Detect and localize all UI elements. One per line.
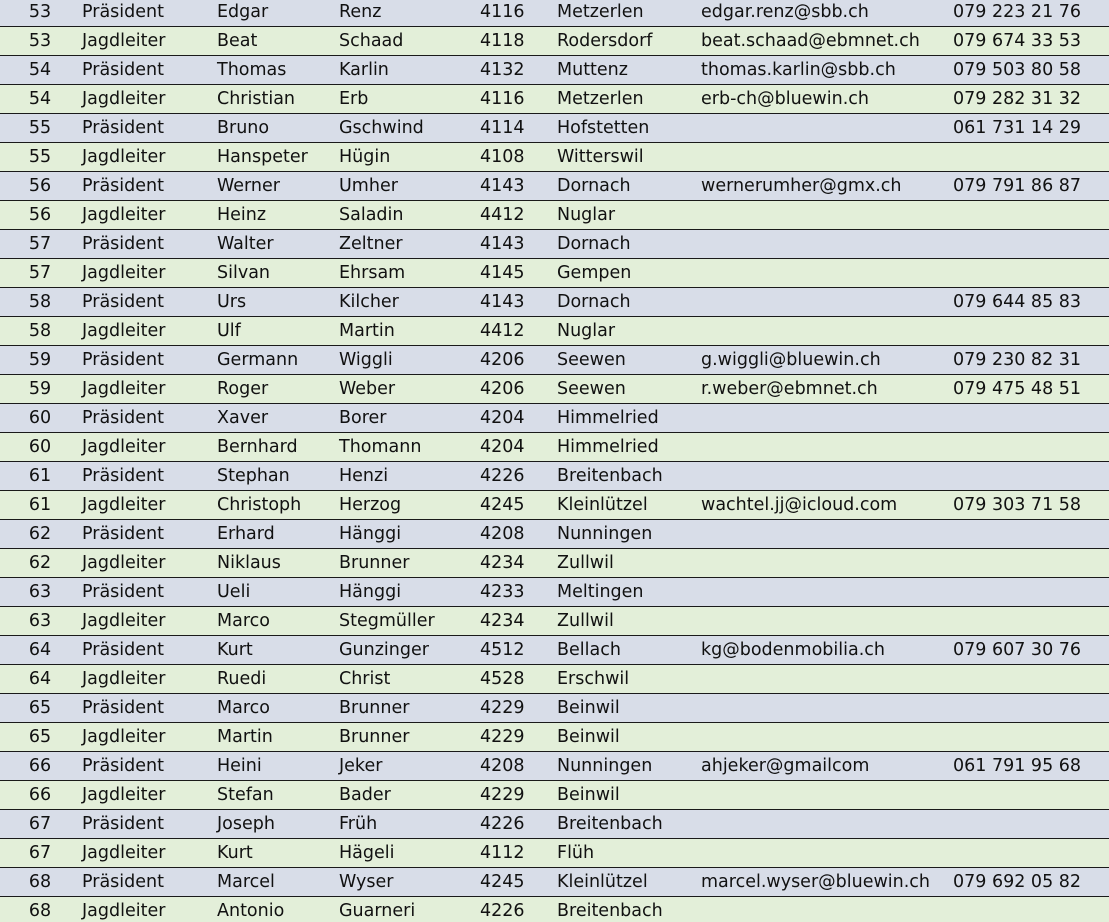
cell-phone[interactable]: 079 223 21 76 <box>953 2 1082 22</box>
cell-phone[interactable]: 061 731 14 29 <box>953 118 1082 138</box>
cell-first-name[interactable]: Kurt <box>217 843 253 863</box>
cell-first-name[interactable]: Roger <box>217 379 269 399</box>
cell-role[interactable]: Präsident <box>82 2 164 22</box>
cell-first-name[interactable]: Stephan <box>217 466 290 486</box>
cell-city[interactable]: Dornach <box>557 176 631 196</box>
table-row[interactable] <box>0 375 1109 404</box>
cell-last-name[interactable]: Herzog <box>339 495 402 515</box>
cell-last-name[interactable]: Kilcher <box>339 292 399 312</box>
cell-city[interactable]: Erschwil <box>557 669 630 689</box>
cell-city[interactable]: Beinwil <box>557 698 620 718</box>
cell-first-name[interactable]: Thomas <box>217 60 287 80</box>
cell-role[interactable]: Präsident <box>82 60 164 80</box>
cell-role[interactable]: Präsident <box>82 350 164 370</box>
cell-last-name[interactable]: Ehrsam <box>339 263 406 283</box>
cell-city[interactable]: Metzerlen <box>557 89 644 109</box>
cell-role[interactable]: Jagdleiter <box>82 553 166 573</box>
cell-last-name[interactable]: Schaad <box>339 31 404 51</box>
cell-role[interactable]: Präsident <box>82 814 164 834</box>
cell-role[interactable]: Präsident <box>82 640 164 660</box>
cell-last-name[interactable]: Stegmüller <box>339 611 435 631</box>
cell-last-name[interactable]: Renz <box>339 2 382 22</box>
table-row[interactable] <box>0 781 1109 810</box>
cell-postal-code[interactable]: 4116 <box>480 89 525 109</box>
table-row[interactable] <box>0 752 1109 781</box>
cell-number[interactable]: 61 <box>28 495 52 515</box>
table-row[interactable] <box>0 404 1109 433</box>
cell-city[interactable]: Nunningen <box>557 524 653 544</box>
cell-city[interactable]: Dornach <box>557 292 631 312</box>
cell-phone[interactable]: 079 230 82 31 <box>953 350 1082 370</box>
cell-number[interactable]: 60 <box>28 437 52 457</box>
cell-number[interactable]: 62 <box>28 553 52 573</box>
table-row[interactable] <box>0 839 1109 868</box>
table-row[interactable] <box>0 462 1109 491</box>
cell-last-name[interactable]: Martin <box>339 321 395 341</box>
cell-role[interactable]: Jagdleiter <box>82 321 166 341</box>
cell-postal-code[interactable]: 4143 <box>480 234 525 254</box>
cell-role[interactable]: Präsident <box>82 698 164 718</box>
cell-first-name[interactable]: Christoph <box>217 495 302 515</box>
cell-first-name[interactable]: Silvan <box>217 263 271 283</box>
table-row[interactable] <box>0 143 1109 172</box>
table-row[interactable] <box>0 230 1109 259</box>
cell-number[interactable]: 57 <box>28 263 52 283</box>
cell-last-name[interactable]: Saladin <box>339 205 404 225</box>
cell-city[interactable]: Zullwil <box>557 611 614 631</box>
cell-number[interactable]: 63 <box>28 582 52 602</box>
cell-email[interactable]: wachtel.jj@icloud.com <box>701 495 898 515</box>
cell-postal-code[interactable]: 4108 <box>480 147 525 167</box>
cell-first-name[interactable]: Hanspeter <box>217 147 308 167</box>
cell-email[interactable]: r.weber@ebmnet.ch <box>701 379 878 399</box>
cell-postal-code[interactable]: 4143 <box>480 292 525 312</box>
cell-postal-code[interactable]: 4528 <box>480 669 525 689</box>
cell-number[interactable]: 65 <box>28 727 52 747</box>
cell-role[interactable]: Jagdleiter <box>82 31 166 51</box>
cell-first-name[interactable]: Walter <box>217 234 274 254</box>
cell-first-name[interactable]: Marco <box>217 698 270 718</box>
cell-last-name[interactable]: Guarneri <box>339 901 416 921</box>
cell-last-name[interactable]: Borer <box>339 408 387 428</box>
cell-last-name[interactable]: Brunner <box>339 553 410 573</box>
cell-number[interactable]: 56 <box>28 205 52 225</box>
table-row[interactable] <box>0 636 1109 665</box>
cell-last-name[interactable]: Zeltner <box>339 234 403 254</box>
cell-number[interactable]: 63 <box>28 611 52 631</box>
cell-role[interactable]: Präsident <box>82 582 164 602</box>
cell-number[interactable]: 67 <box>28 814 52 834</box>
table-row[interactable] <box>0 520 1109 549</box>
table-row[interactable] <box>0 723 1109 752</box>
cell-last-name[interactable]: Hägeli <box>339 843 395 863</box>
cell-postal-code[interactable]: 4229 <box>480 785 525 805</box>
cell-city[interactable]: Nunningen <box>557 756 653 776</box>
cell-number[interactable]: 58 <box>28 292 52 312</box>
cell-postal-code[interactable]: 4226 <box>480 814 525 834</box>
cell-number[interactable]: 55 <box>28 147 52 167</box>
cell-postal-code[interactable]: 4208 <box>480 756 525 776</box>
cell-city[interactable]: Kleinlützel <box>557 872 648 892</box>
cell-first-name[interactable]: Urs <box>217 292 247 312</box>
cell-last-name[interactable]: Hügin <box>339 147 391 167</box>
cell-last-name[interactable]: Brunner <box>339 727 410 747</box>
cell-phone[interactable]: 079 282 31 32 <box>953 89 1082 109</box>
cell-postal-code[interactable]: 4204 <box>480 437 525 457</box>
cell-role[interactable]: Präsident <box>82 292 164 312</box>
table-row[interactable] <box>0 56 1109 85</box>
cell-role[interactable]: Jagdleiter <box>82 669 166 689</box>
cell-phone[interactable]: 079 644 85 83 <box>953 292 1082 312</box>
cell-last-name[interactable]: Erb <box>339 89 369 109</box>
cell-last-name[interactable]: Gschwind <box>339 118 424 138</box>
cell-last-name[interactable]: Christ <box>339 669 391 689</box>
cell-city[interactable]: Nuglar <box>557 321 616 341</box>
cell-phone[interactable]: 079 692 05 82 <box>953 872 1082 892</box>
cell-email[interactable]: erb-ch@bluewin.ch <box>701 89 869 109</box>
cell-last-name[interactable]: Wyser <box>339 872 394 892</box>
cell-postal-code[interactable]: 4245 <box>480 495 525 515</box>
cell-role[interactable]: Präsident <box>82 234 164 254</box>
cell-postal-code[interactable]: 4114 <box>480 118 525 138</box>
cell-first-name[interactable]: Edgar <box>217 2 269 22</box>
table-row[interactable] <box>0 288 1109 317</box>
cell-email[interactable]: marcel.wyser@bluewin.ch <box>701 872 931 892</box>
cell-postal-code[interactable]: 4412 <box>480 321 525 341</box>
cell-postal-code[interactable]: 4233 <box>480 582 525 602</box>
cell-postal-code[interactable]: 4226 <box>480 901 525 921</box>
cell-number[interactable]: 66 <box>28 756 52 776</box>
cell-first-name[interactable]: Bernhard <box>217 437 298 457</box>
cell-first-name[interactable]: Ulf <box>217 321 241 341</box>
cell-number[interactable]: 66 <box>28 785 52 805</box>
cell-postal-code[interactable]: 4208 <box>480 524 525 544</box>
cell-postal-code[interactable]: 4204 <box>480 408 525 428</box>
cell-number[interactable]: 61 <box>28 466 52 486</box>
cell-first-name[interactable]: Bruno <box>217 118 270 138</box>
cell-postal-code[interactable]: 4116 <box>480 2 525 22</box>
cell-role[interactable]: Jagdleiter <box>82 205 166 225</box>
cell-city[interactable]: Breitenbach <box>557 814 663 834</box>
cell-last-name[interactable]: Thomann <box>339 437 422 457</box>
cell-last-name[interactable]: Früh <box>339 814 378 834</box>
cell-postal-code[interactable]: 4112 <box>480 843 525 863</box>
cell-first-name[interactable]: Beat <box>217 31 258 51</box>
cell-number[interactable]: 57 <box>28 234 52 254</box>
cell-city[interactable]: Breitenbach <box>557 901 663 921</box>
cell-first-name[interactable]: Antonio <box>217 901 285 921</box>
table-row[interactable] <box>0 868 1109 897</box>
table-row[interactable] <box>0 810 1109 839</box>
cell-number[interactable]: 54 <box>28 60 52 80</box>
table-row[interactable] <box>0 694 1109 723</box>
cell-city[interactable]: Nuglar <box>557 205 616 225</box>
cell-first-name[interactable]: Kurt <box>217 640 253 660</box>
cell-postal-code[interactable]: 4229 <box>480 698 525 718</box>
cell-city[interactable]: Witterswil <box>557 147 644 167</box>
cell-email[interactable]: g.wiggli@bluewin.ch <box>701 350 881 370</box>
cell-first-name[interactable]: Ruedi <box>217 669 267 689</box>
cell-first-name[interactable]: Marco <box>217 611 270 631</box>
cell-first-name[interactable]: Xaver <box>217 408 269 428</box>
cell-role[interactable]: Jagdleiter <box>82 901 166 921</box>
cell-postal-code[interactable]: 4245 <box>480 872 525 892</box>
cell-last-name[interactable]: Hänggi <box>339 524 402 544</box>
cell-number[interactable]: 59 <box>28 379 52 399</box>
cell-last-name[interactable]: Umher <box>339 176 398 196</box>
cell-email[interactable]: ahjeker@gmailcom <box>701 756 870 776</box>
cell-postal-code[interactable]: 4229 <box>480 727 525 747</box>
table-row[interactable] <box>0 201 1109 230</box>
cell-city[interactable]: Meltingen <box>557 582 644 602</box>
cell-role[interactable]: Jagdleiter <box>82 89 166 109</box>
cell-role[interactable]: Jagdleiter <box>82 379 166 399</box>
cell-role[interactable]: Präsident <box>82 408 164 428</box>
cell-city[interactable]: Flüh <box>557 843 595 863</box>
cell-first-name[interactable]: Marcel <box>217 872 275 892</box>
cell-postal-code[interactable]: 4118 <box>480 31 525 51</box>
cell-role[interactable]: Präsident <box>82 176 164 196</box>
table-row[interactable] <box>0 85 1109 114</box>
cell-last-name[interactable]: Hänggi <box>339 582 402 602</box>
cell-city[interactable]: Bellach <box>557 640 621 660</box>
cell-last-name[interactable]: Karlin <box>339 60 389 80</box>
table-row[interactable] <box>0 607 1109 636</box>
cell-phone[interactable]: 079 503 80 58 <box>953 60 1082 80</box>
cell-phone[interactable]: 079 607 30 76 <box>953 640 1082 660</box>
cell-role[interactable]: Jagdleiter <box>82 495 166 515</box>
cell-postal-code[interactable]: 4145 <box>480 263 525 283</box>
table-row[interactable] <box>0 27 1109 56</box>
cell-city[interactable]: Hofstetten <box>557 118 650 138</box>
cell-city[interactable]: Gempen <box>557 263 632 283</box>
cell-role[interactable]: Präsident <box>82 118 164 138</box>
cell-number[interactable]: 64 <box>28 669 52 689</box>
cell-first-name[interactable]: Martin <box>217 727 273 747</box>
cell-email[interactable]: beat.schaad@ebmnet.ch <box>701 31 920 51</box>
table-row[interactable] <box>0 346 1109 375</box>
cell-number[interactable]: 55 <box>28 118 52 138</box>
cell-role[interactable]: Jagdleiter <box>82 611 166 631</box>
cell-postal-code[interactable]: 4234 <box>480 553 525 573</box>
cell-phone[interactable]: 079 475 48 51 <box>953 379 1082 399</box>
cell-city[interactable]: Beinwil <box>557 785 620 805</box>
cell-number[interactable]: 56 <box>28 176 52 196</box>
cell-last-name[interactable]: Henzi <box>339 466 389 486</box>
cell-role[interactable]: Jagdleiter <box>82 263 166 283</box>
cell-city[interactable]: Himmelried <box>557 408 659 428</box>
cell-city[interactable]: Muttenz <box>557 60 628 80</box>
cell-postal-code[interactable]: 4412 <box>480 205 525 225</box>
cell-role[interactable]: Jagdleiter <box>82 147 166 167</box>
cell-email[interactable]: edgar.renz@sbb.ch <box>701 2 869 22</box>
cell-postal-code[interactable]: 4226 <box>480 466 525 486</box>
cell-email[interactable]: kg@bodenmobilia.ch <box>701 640 885 660</box>
cell-number[interactable]: 64 <box>28 640 52 660</box>
cell-email[interactable]: thomas.karlin@sbb.ch <box>701 60 896 80</box>
cell-first-name[interactable]: Christian <box>217 89 296 109</box>
cell-number[interactable]: 68 <box>28 901 52 921</box>
cell-city[interactable]: Seewen <box>557 350 626 370</box>
cell-city[interactable]: Dornach <box>557 234 631 254</box>
cell-last-name[interactable]: Bader <box>339 785 391 805</box>
table-row[interactable] <box>0 317 1109 346</box>
cell-number[interactable]: 68 <box>28 872 52 892</box>
cell-last-name[interactable]: Wiggli <box>339 350 393 370</box>
table-row[interactable] <box>0 0 1109 27</box>
cell-last-name[interactable]: Brunner <box>339 698 410 718</box>
table-row[interactable] <box>0 491 1109 520</box>
cell-first-name[interactable]: Heini <box>217 756 262 776</box>
cell-number[interactable]: 65 <box>28 698 52 718</box>
cell-role[interactable]: Präsident <box>82 756 164 776</box>
cell-postal-code[interactable]: 4132 <box>480 60 525 80</box>
cell-postal-code[interactable]: 4234 <box>480 611 525 631</box>
cell-city[interactable]: Seewen <box>557 379 626 399</box>
cell-number[interactable]: 53 <box>28 31 52 51</box>
table-row[interactable] <box>0 172 1109 201</box>
table-row[interactable] <box>0 549 1109 578</box>
cell-phone[interactable]: 061 791 95 68 <box>953 756 1082 776</box>
cell-city[interactable]: Himmelried <box>557 437 659 457</box>
table-row[interactable] <box>0 114 1109 143</box>
cell-role[interactable]: Präsident <box>82 466 164 486</box>
cell-number[interactable]: 54 <box>28 89 52 109</box>
cell-postal-code[interactable]: 4512 <box>480 640 525 660</box>
cell-first-name[interactable]: Stefan <box>217 785 274 805</box>
cell-phone[interactable]: 079 303 71 58 <box>953 495 1082 515</box>
cell-first-name[interactable]: Werner <box>217 176 280 196</box>
cell-number[interactable]: 60 <box>28 408 52 428</box>
cell-role[interactable]: Jagdleiter <box>82 437 166 457</box>
cell-postal-code[interactable]: 4143 <box>480 176 525 196</box>
cell-first-name[interactable]: Ueli <box>217 582 251 602</box>
table-row[interactable] <box>0 433 1109 462</box>
cell-city[interactable]: Metzerlen <box>557 2 644 22</box>
cell-number[interactable]: 67 <box>28 843 52 863</box>
table-row[interactable] <box>0 897 1109 922</box>
cell-postal-code[interactable]: 4206 <box>480 379 525 399</box>
cell-first-name[interactable]: Heinz <box>217 205 267 225</box>
cell-role[interactable]: Jagdleiter <box>82 727 166 747</box>
cell-number[interactable]: 53 <box>28 2 52 22</box>
cell-role[interactable]: Präsident <box>82 524 164 544</box>
cell-role[interactable]: Präsident <box>82 872 164 892</box>
cell-first-name[interactable]: Joseph <box>217 814 275 834</box>
cell-phone[interactable]: 079 674 33 53 <box>953 31 1082 51</box>
cell-last-name[interactable]: Weber <box>339 379 396 399</box>
cell-city[interactable]: Breitenbach <box>557 466 663 486</box>
cell-first-name[interactable]: Erhard <box>217 524 275 544</box>
cell-number[interactable]: 62 <box>28 524 52 544</box>
cell-city[interactable]: Rodersdorf <box>557 31 653 51</box>
cell-last-name[interactable]: Jeker <box>339 756 383 776</box>
cell-city[interactable]: Kleinlützel <box>557 495 648 515</box>
table-row[interactable] <box>0 665 1109 694</box>
cell-number[interactable]: 59 <box>28 350 52 370</box>
table-row[interactable] <box>0 578 1109 607</box>
cell-first-name[interactable]: Niklaus <box>217 553 281 573</box>
cell-city[interactable]: Zullwil <box>557 553 614 573</box>
cell-number[interactable]: 58 <box>28 321 52 341</box>
cell-email[interactable]: wernerumher@gmx.ch <box>701 176 902 196</box>
cell-city[interactable]: Beinwil <box>557 727 620 747</box>
cell-role[interactable]: Jagdleiter <box>82 785 166 805</box>
cell-first-name[interactable]: Germann <box>217 350 299 370</box>
cell-phone[interactable]: 079 791 86 87 <box>953 176 1082 196</box>
cell-last-name[interactable]: Gunzinger <box>339 640 429 660</box>
cell-role[interactable]: Jagdleiter <box>82 843 166 863</box>
table-row[interactable] <box>0 259 1109 288</box>
cell-postal-code[interactable]: 4206 <box>480 350 525 370</box>
